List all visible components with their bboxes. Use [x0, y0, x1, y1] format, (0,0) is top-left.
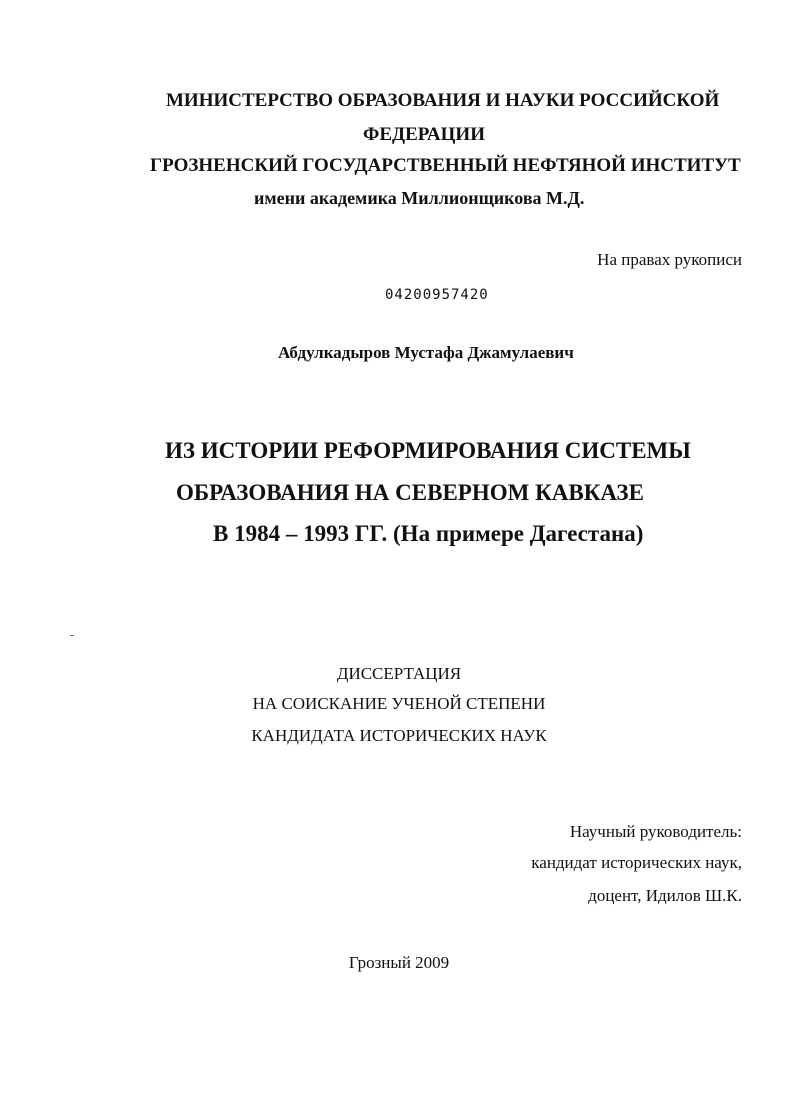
- thesis-title-line-3: В 1984 – 1993 ГГ. (На примере Дагестана): [213, 521, 644, 546]
- ministry-line-2: ФЕДЕРАЦИИ: [363, 124, 485, 145]
- institute-subtitle: имени академика Миллионщикова М.Д.: [254, 188, 585, 208]
- supervisor-name: доцент, Идилов Ш.К.: [588, 886, 742, 905]
- city-year: Грозный 2009: [348, 953, 450, 972]
- degree-line-2: НА СОИСКАНИЕ УЧЕНОЙ СТЕПЕНИ: [252, 694, 546, 713]
- thesis-title-line-1: ИЗ ИСТОРИИ РЕФОРМИРОВАНИЯ СИСТЕМЫ: [165, 438, 691, 463]
- degree-line-3: КАНДИДАТА ИСТОРИЧЕСКИХ НАУК: [251, 726, 547, 745]
- supervisor-degree: кандидат исторических наук,: [531, 853, 742, 872]
- catalog-number: 04200957420: [385, 287, 489, 303]
- institute-name: ГРОЗНЕНСКИЙ ГОСУДАРСТВЕННЫЙ НЕФТЯНОЙ ИНСТИТУТ: [150, 155, 741, 176]
- thesis-title-line-2: ОБРАЗОВАНИЯ НА СЕВЕРНОМ КАВКАЗЕ: [176, 480, 644, 505]
- scan-speck: [70, 635, 74, 636]
- manuscript-note: На правах рукописи: [597, 250, 742, 269]
- ministry-line-1: МИНИСТЕРСТВО ОБРАЗОВАНИЯ И НАУКИ РОССИЙСКОЙ: [166, 90, 720, 111]
- degree-line-1: ДИССЕРТАЦИЯ: [336, 664, 462, 683]
- supervisor-label: Научный руководитель:: [569, 822, 742, 841]
- author-name: Абдулкадыров Мустафа Джамулаевич: [278, 343, 574, 362]
